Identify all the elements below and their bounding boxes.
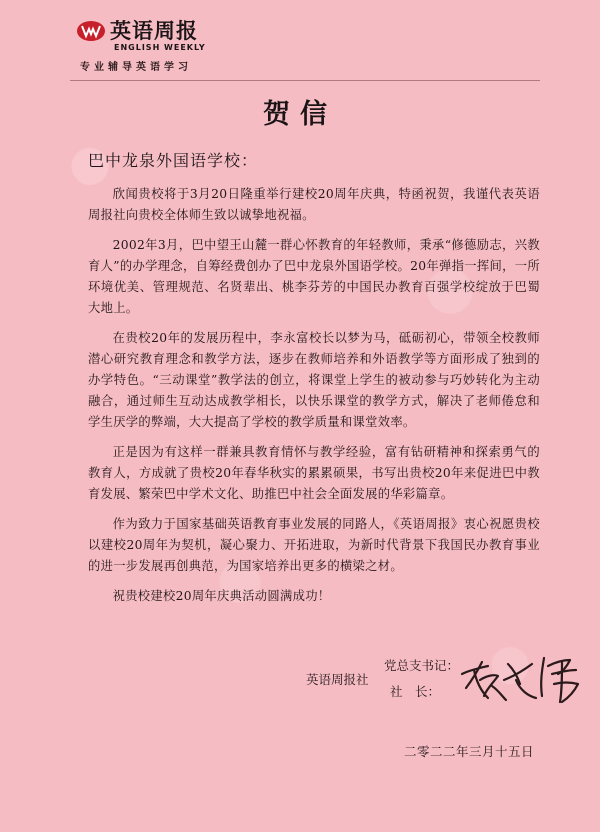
paragraph: 在贵校20年的发展历程中，李永富校长以梦为马，砥砺初心，带领全校教师潜心研究教育理念和教学方法，逐步在教师培养和外语教学等方面形成了独到的办学特色。“三动课堂”教学法的创立，将课堂上学生的被动参与巧妙转化为主动融合，通过师生互动达成教学相长，以快乐课堂的教学方式，解决了老师倦怠和学生厌学的弊端，大大提高了学校的教学质量和课堂效率。	[88, 331, 540, 429]
signature-role-secretary: 党总支书记：	[384, 658, 460, 673]
letter-title: 贺信	[263, 99, 337, 130]
paragraph: 作为致力于国家基础英语教育事业发展的同路人，《英语周报》衷心祝愿贵校以建校20周年为契机，凝心聚力、开拓进取，为新时代背景下我国民办教育事业的进一步发展再创典范，为国家培养出更多的横梁之材。	[88, 517, 540, 573]
salutation: 巴中龙泉外国语学校：	[88, 151, 259, 170]
brand-row	[76, 20, 246, 42]
english-weekly-logo-icon	[76, 20, 106, 42]
letter-date: 二零二二年三月十五日	[404, 744, 535, 759]
signature-organization: 英语周报社	[306, 672, 369, 687]
brand-name: 英语周报	[110, 18, 198, 43]
paragraph: 祝贵校建校20周年庆典活动圆满成功！	[112, 589, 331, 603]
paragraph: 正是因为有这样一群兼具教育情怀与教学经验，富有钻研精神和探索勇气的教育人，方成就了贵校20年春华秋实的累累硕果，书写出贵校20年来促进巴中教育发展、繁荣巴中学术文化、助推巴中社会全面发展的华彩篇章。	[88, 445, 540, 501]
letterhead	[76, 20, 246, 73]
paragraph: 2002年3月，巴中望王山麓一群心怀教育的年轻教师，秉承“修德励志，兴教育人”的办学理念，自筹经费创办了巴中龙泉外国语学校。20年弹指一挥间，一所环境优美、管理规范、名贤辈出、桃李芬芳的中国民办教育百强学校绽放于巴蜀大地上。	[88, 238, 540, 315]
header-divider	[70, 80, 540, 81]
letter-body	[88, 184, 540, 616]
brand-slogan: 专业辅导英语学习	[80, 62, 192, 73]
brand-english-name: ENGLISH WEEKLY	[114, 43, 206, 52]
handwritten-signature	[458, 640, 588, 710]
paragraph: 欣闻贵校将于3月20日隆重举行建校20周年庆典，特函祝贺，我谨代表英语周报社向贵校全体师生致以诚挚地祝福。	[88, 187, 540, 222]
signature-role-president: 社 长：	[390, 684, 441, 699]
